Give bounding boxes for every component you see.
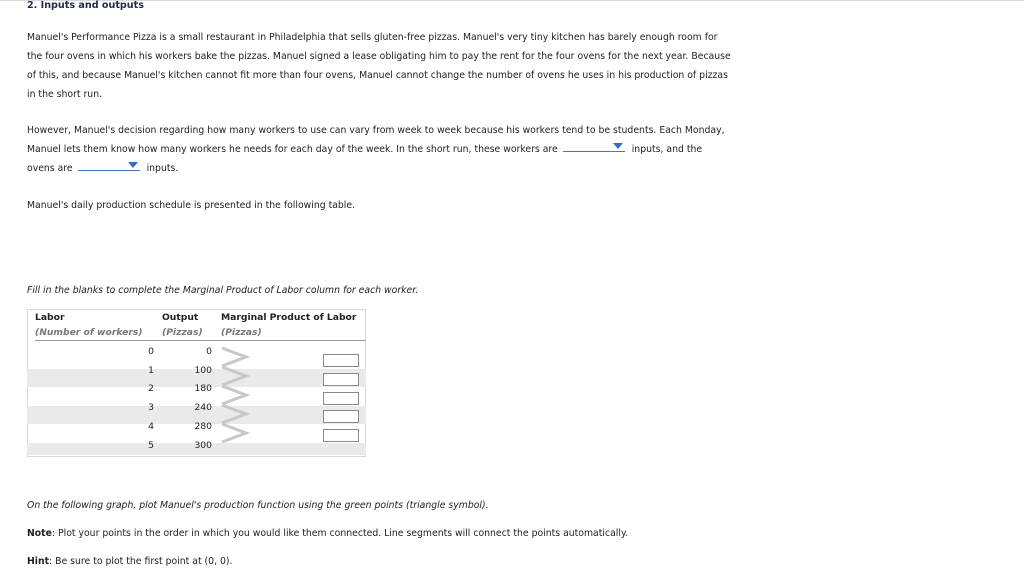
- labor-cell: 2: [148, 383, 154, 394]
- chevron-right-icon: [220, 366, 250, 386]
- output-cell: 300: [194, 440, 212, 451]
- hint-text: : Be sure to plot the first point at (0, 0).: [49, 556, 233, 567]
- workers-input-type-dropdown[interactable]: [563, 140, 625, 152]
- intro-line: the four ovens in which his workers bake the pizzas. Manuel signed a lease obligating him to pay the rent for the four ovens for the next year. Because: [27, 51, 731, 62]
- mpl-input-2[interactable]: [323, 373, 359, 386]
- workers-text: inputs, and the: [631, 144, 703, 155]
- mpl-subheader: (Pizzas): [221, 327, 262, 338]
- workers-line: However, Manuel's decision regarding how many workers to use can vary from week to week because his workers tend to be students. Each Monday,: [27, 125, 725, 136]
- labor-header: Labor: [35, 312, 65, 323]
- output-cell: 0: [206, 346, 212, 357]
- ovens-text: inputs.: [146, 163, 179, 174]
- output-cell: 240: [194, 402, 212, 413]
- dropdown-arrow-icon: [128, 162, 138, 168]
- mpl-input-1[interactable]: [323, 354, 359, 367]
- labor-cell: 5: [148, 440, 154, 451]
- labor-cell: 4: [148, 421, 154, 432]
- header-divider: [35, 340, 366, 341]
- table-instruction: Fill in the blanks to complete the Marginal Product of Labor column for each worker.: [27, 285, 419, 296]
- section-title: 2. Inputs and outputs: [27, 0, 144, 11]
- workers-text: Manuel lets them know how many workers he needs for each day of the week. In the short run, these workers are: [27, 144, 558, 155]
- mpl-input-3[interactable]: [323, 392, 359, 405]
- note-paragraph: [27, 524, 742, 543]
- hint-label: Hint: [27, 556, 50, 567]
- labor-cell: 0: [148, 346, 154, 357]
- mpl-input-5[interactable]: [323, 429, 359, 442]
- labor-cell: 1: [148, 365, 154, 376]
- workers-line: [27, 159, 742, 178]
- intro-line: in the short run.: [27, 89, 103, 100]
- chevron-right-icon: [220, 385, 250, 405]
- schedule-paragraph: Manuel's daily production schedule is presented in the following table.: [27, 200, 356, 211]
- production-table: [27, 309, 366, 457]
- output-cell: 280: [194, 421, 212, 432]
- mpl-input-4[interactable]: [323, 410, 359, 423]
- dropdown-arrow-icon: [613, 143, 623, 149]
- output-cell: 180: [194, 383, 212, 394]
- output-header: Output: [162, 312, 199, 323]
- intro-line: Manuel's Performance Pizza is a small restaurant in Philadelphia that sells gluten-free pizzas. Manuel's very tiny kitchen has barely enough room for: [27, 32, 718, 43]
- note-text: : Plot your points in the order in which you would like them connected. Line segments will connect the points automatically.: [51, 528, 629, 539]
- labor-cell: 3: [148, 402, 154, 413]
- note-label: Note: [27, 528, 52, 539]
- intro-line: of this, and because Manuel's kitchen cannot fit more than four ovens, Manuel cannot change the number of ovens he uses in his production of pizzas: [27, 70, 728, 81]
- output-cell: 100: [194, 365, 212, 376]
- workers-paragraph: [27, 121, 742, 178]
- labor-subheader: (Number of workers): [35, 327, 143, 338]
- chevron-right-icon: [220, 423, 250, 443]
- intro-paragraph: [27, 28, 742, 104]
- mpl-header: Marginal Product of Labor: [221, 312, 357, 323]
- chevron-right-icon: [220, 404, 250, 424]
- ovens-input-type-dropdown[interactable]: [78, 159, 140, 171]
- top-divider: [0, 0, 1024, 1]
- hint-paragraph: [27, 552, 742, 571]
- ovens-text: ovens are: [27, 163, 73, 174]
- graph-instruction: On the following graph, plot Manuel's production function using the green points (triangle symbol).: [27, 500, 489, 511]
- output-subheader: (Pizzas): [162, 327, 203, 338]
- workers-line: [27, 140, 742, 159]
- chevron-right-icon: [220, 347, 250, 367]
